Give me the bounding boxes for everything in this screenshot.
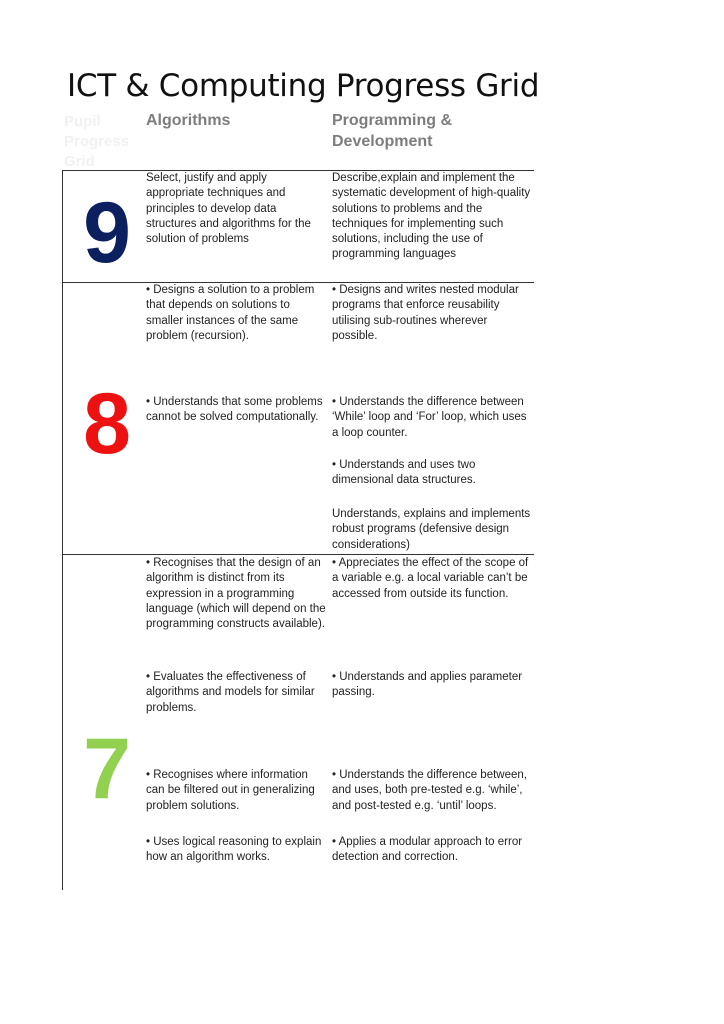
level-8-programming-item: • Understands and uses two dimensional data structures. — [332, 459, 476, 487]
level-8-algorithms-item: • Designs a solution to a problem that depends on solutions to smaller instances of the same problem (recursion). — [146, 284, 315, 342]
level-8-programming-item: • Understands the difference between ‘While’ loop and ‘For’ loop, which uses a loop counter. — [332, 396, 527, 439]
level-7-number: 7 — [83, 721, 127, 817]
pupil-progress-grid-label: Pupil Progress Grid — [64, 113, 130, 170]
level-7-algorithms-item: • Evaluates the effectiveness of algorithms and models for similar problems. — [146, 671, 315, 714]
level-8-programming-item: Understands, explains and implements robust programs (defensive design considerations) — [332, 508, 531, 551]
level-9-programming-text: Describe,explain and implement the systematic development of high-quality solutions to problems and the techniques for implementing such solutions, including the use of programming languages — [332, 172, 531, 261]
column-header-programming: Programming & Development — [332, 112, 453, 150]
column-header-algorithms: Algorithms — [146, 112, 231, 129]
level-7-programming-item: • Understands the difference between, and uses, both pre-tested e.g. ‘while’, and post-tested e.g. ‘until’ loops. — [332, 769, 527, 812]
level-8-number: 8 — [83, 376, 127, 472]
level-9-algorithms-text: Select, justify and apply appropriate techniques and principles to develop data structures and algorithms for the solution of problems — [146, 172, 311, 246]
left-border — [62, 170, 63, 890]
level-7-programming-item: • Understands and applies parameter passing. — [332, 671, 523, 699]
level-7-algorithms-item: • Recognises that the design of an algorithm is distinct from its expression in a programming language (which will depend on the programming constructs available). — [146, 557, 326, 631]
row-divider — [62, 554, 534, 555]
level-7-algorithms-item: • Uses logical reasoning to explain how an algorithm works. — [146, 836, 322, 864]
level-7-algorithms-item: • Recognises where information can be filtered out in generalizing problem solutions. — [146, 769, 315, 812]
level-7-programming-item: • Appreciates the effect of the scope of a variable e.g. a local variable can’t be accessed from outside its function. — [332, 557, 529, 600]
level-7-programming-item: • Applies a modular approach to error detection and correction. — [332, 836, 523, 864]
level-8-algorithms-item: • Understands that some problems cannot be solved computationally. — [146, 396, 323, 424]
level-8-programming-item: • Designs and writes nested modular programs that enforce reusability utilising sub-routines wherever possible. — [332, 284, 519, 342]
page-title: ICT & Computing Progress Grid — [67, 68, 540, 104]
level-9-number: 9 — [83, 185, 127, 281]
